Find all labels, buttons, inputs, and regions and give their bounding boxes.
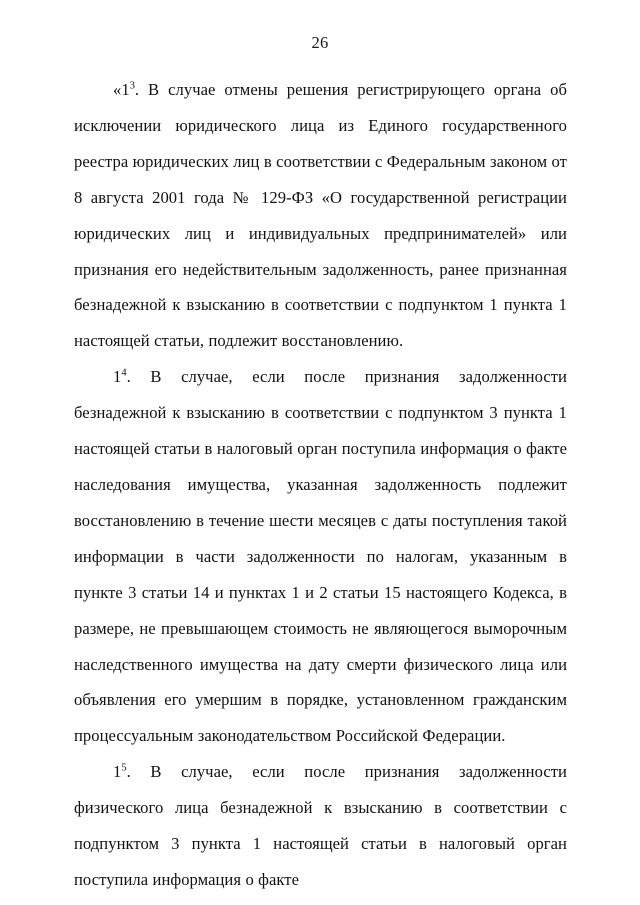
- paragraph-clause-1-3: [74, 72, 567, 359]
- page-number: 26: [311, 33, 329, 52]
- document-body: [74, 72, 567, 898]
- paragraph-clause-1-4: [74, 359, 567, 754]
- clause-marker-tail: .: [126, 367, 131, 387]
- clause-marker-superscript: 5: [121, 762, 127, 774]
- clause-marker-superscript: 4: [121, 367, 127, 379]
- paragraph-text: В случае, если после признания задолженности физического лица безнадежной к взысканию в соответствии с подпунктом 3 пункта 1 настоящей статьи в налоговый орган поступила информация о факте: [74, 762, 567, 889]
- clause-marker-superscript: 3: [129, 80, 135, 92]
- clause-marker-base: 1: [113, 762, 122, 782]
- clause-marker-tail: .: [134, 80, 140, 99]
- paragraph-clause-1-5: [74, 754, 567, 898]
- clause-marker-tail: .: [126, 762, 131, 782]
- paragraph-text: В случае, если после признания задолженности безнадежной к взысканию в соответствии с подпунктом 3 пункта 1 настоящей статьи в налоговый орган поступила информация о факте наследования имущества, указанная задолженность подлежит восстановлению в течение шести месяцев с даты поступления такой информации в части задолженности по налогам, указанным в пункте 3 статьи 14 и пунктах 1 и 2 статьи 15 настоящего Кодекса, в размере, не превышающем стоимость не являющегося выморочным наследственного имущества на дату смерти физического лица или объявления его умершим в порядке, установленном гражданским процессуальным законодательством Российской Федерации.: [74, 367, 567, 746]
- clause-marker-base: «1: [113, 80, 130, 99]
- paragraph-text: В случае отмены решения регистрирующего органа об исключении юридического лица из Единого государственного реестра юридических лиц в соответствии с Федеральным законом от 8 августа 2001 года № 129-ФЗ «О государственной регистрации юридических лиц и индивидуальных предпринимателей» или признания его недействительным задолженность, ранее признанная безнадежной к взысканию в соответствии с подпунктом 1 пункта 1 настоящей статьи, подлежит восстановлению.: [74, 80, 567, 351]
- clause-marker-base: 1: [113, 367, 122, 387]
